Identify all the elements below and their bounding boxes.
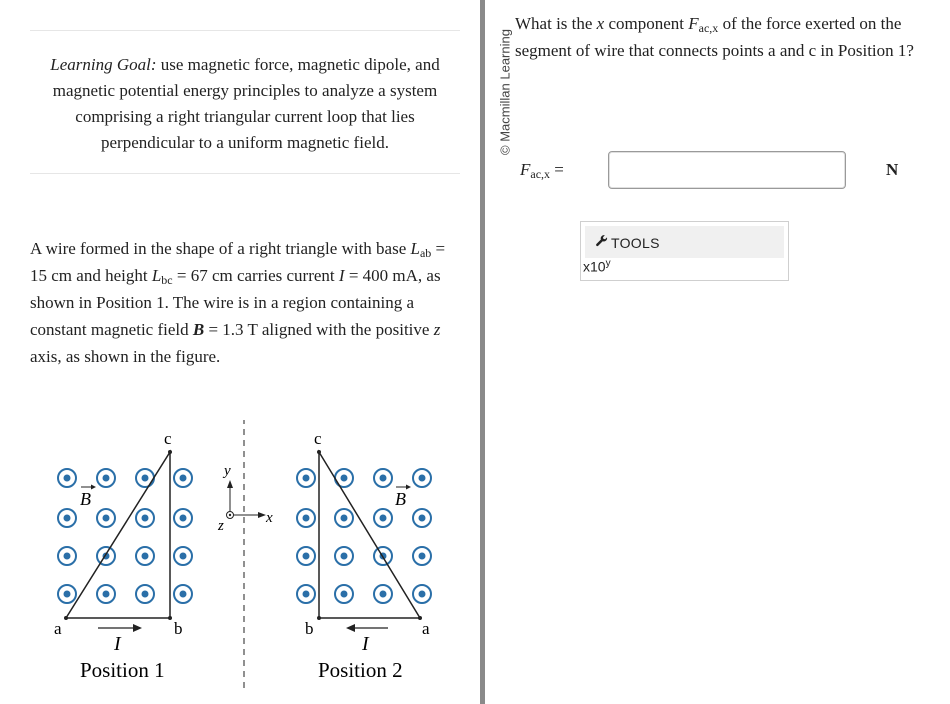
field-dot-center: [419, 515, 426, 522]
learning-goal-text: use magnetic force, magnetic dipole, and magnetic potential energy principles to analyze a system comprising a right triangular current loop that lies perpendicular to a uniform magnetic field.: [52, 55, 440, 152]
field-dot-center: [341, 553, 348, 560]
vertex-c-label: c: [164, 429, 172, 448]
field-dots-position1: [58, 469, 192, 603]
divider-line: [30, 173, 460, 174]
field-dot-center: [303, 515, 310, 522]
position2-label: Position 2: [318, 658, 403, 682]
tools-label: TOOLS: [611, 235, 660, 251]
current-label: I: [114, 633, 121, 655]
current-label: I: [362, 633, 369, 655]
field-dot-center: [103, 591, 110, 598]
field-label: B: [395, 489, 406, 509]
field-dot-center: [64, 515, 71, 522]
answer-input[interactable]: [608, 151, 846, 189]
learning-goal-label: Learning Goal:: [50, 55, 157, 74]
learning-goal: [30, 52, 460, 156]
field-dot-center: [380, 475, 387, 482]
field-dot-center: [180, 553, 187, 560]
field-dot-center: [419, 553, 426, 560]
field-dot-center: [341, 475, 348, 482]
vertex-a-label: a: [54, 619, 62, 638]
field-dots-position2: [297, 469, 431, 603]
tools-button[interactable]: [585, 226, 784, 258]
answer-unit: N: [886, 160, 899, 179]
field-dot-center: [303, 475, 310, 482]
wrench-icon: [595, 234, 609, 248]
field-dot-center: [303, 591, 310, 598]
field-dot-center: [64, 475, 71, 482]
vertex-a-label: a: [422, 619, 430, 638]
axis-y-label: y: [224, 463, 231, 479]
current-arrow-position1: [98, 624, 142, 632]
axis-z-label: z: [218, 518, 224, 534]
field-dot-center: [64, 591, 71, 598]
field-dot-center: [142, 475, 149, 482]
field-dot-center: [341, 515, 348, 522]
copyright-notice: © Macmillan Learning: [497, 29, 513, 155]
answer-label: $F_{ac,x}$ =: [520, 160, 564, 181]
vertex-c-label: c: [314, 429, 322, 448]
current-arrow-position2: [346, 624, 388, 632]
field-dot-center: [180, 591, 187, 598]
field-dot-center: [64, 553, 71, 560]
divider-line: [30, 30, 460, 31]
field-dot-center: [142, 553, 149, 560]
vertex-b-label: b: [174, 619, 183, 638]
field-dot-center: [380, 515, 387, 522]
field-dot-center: [341, 591, 348, 598]
field-dot-center: [419, 475, 426, 482]
field-dot-center: [180, 475, 187, 482]
field-label: B: [80, 489, 91, 509]
position1-label: Position 1: [80, 658, 165, 682]
field-dot-center: [142, 591, 149, 598]
question-text: What is the x component $F_{ac,x}$ of the force exerted on the segment of wire that connects points a and c in Position 1?: [515, 14, 914, 60]
axis-x-label: x: [266, 510, 273, 526]
field-dot-center: [180, 515, 187, 522]
tools-panel: [580, 221, 789, 281]
field-dot-center: [419, 591, 426, 598]
field-dot-center: [103, 475, 110, 482]
vertex-b-label: b: [305, 619, 314, 638]
axes-icon: [227, 480, 267, 519]
field-dot-center: [142, 515, 149, 522]
scientific-notation-button[interactable]: x10$^y$: [583, 258, 611, 275]
field-dot-center: [380, 591, 387, 598]
problem-intro: A wire formed in the shape of a right triangle with base $L_{ab} = 15$ cm and height $L_{bc} = 67$ cm carries current I = 400 mA, as shown in Position 1. The wire is in a region containing a constant magnetic field B = 1.3 T aligned with the positive z axis, as shown in the figure.: [30, 239, 446, 366]
field-dot-center: [103, 515, 110, 522]
field-dot-center: [303, 553, 310, 560]
question-panel: [485, 0, 950, 704]
triangle-loop-figure: [40, 420, 460, 690]
